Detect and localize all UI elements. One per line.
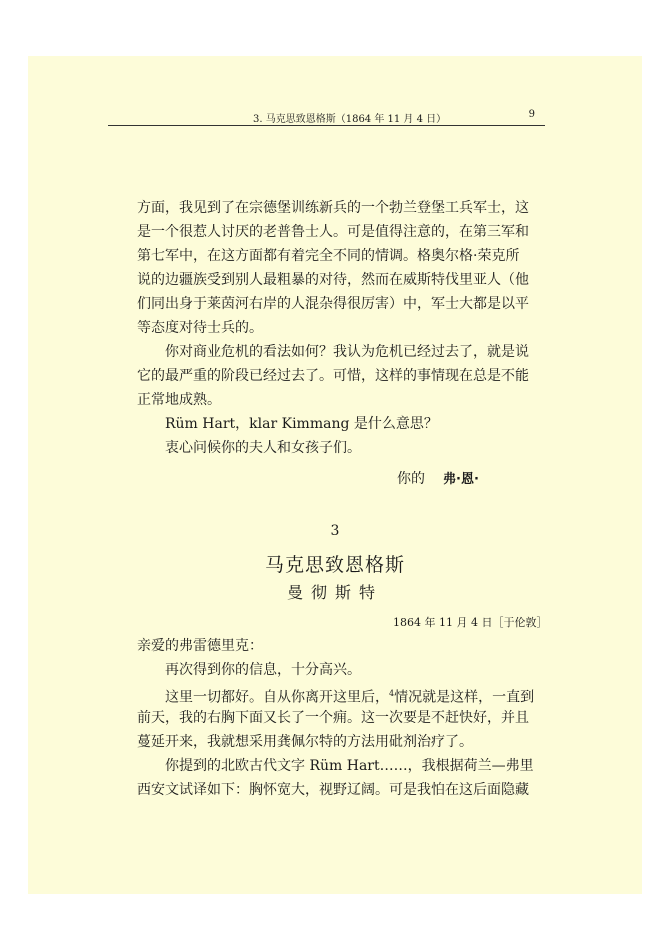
text-line bbox=[137, 682, 547, 706]
text-line: 们同出身于莱茵河右岸的人混杂得很厉害）中，军士大都是以平 bbox=[137, 296, 529, 312]
text-line: 衷心问候你的夫人和女孩子们。 bbox=[165, 440, 361, 456]
text-line: 等态度对待士兵的。 bbox=[137, 320, 263, 336]
letter-place: 曼彻斯特 bbox=[286, 583, 383, 602]
footnote-marker[interactable]: 4 bbox=[389, 689, 395, 698]
running-header bbox=[108, 105, 545, 126]
text-line: Rüm Hart，klar Kimmang 是什么意思？ bbox=[165, 416, 438, 432]
salutation: 亲爱的弗雷德里克： bbox=[137, 638, 263, 654]
letter-date: 1864 年 11 月 4 日［于伦敦］ bbox=[393, 616, 548, 629]
text-line: 它的最严重的阶段已经过去了。可惜，这样的事情现在总是不能 bbox=[137, 368, 529, 384]
text-fragment: 这里一切都好。自从你离开这里后， bbox=[165, 689, 389, 706]
signature-prefix: 你的 bbox=[397, 471, 425, 487]
previous-letter-text bbox=[137, 196, 547, 460]
text-line: 说的边疆族受到别人最粗暴的对待，然而在威斯特伐里亚人（他 bbox=[137, 272, 529, 288]
text-line: 蔓延开来，我就想采用龚佩尔特的方法用砒剂治疗了。 bbox=[137, 734, 473, 750]
text-line: 是一个很惹人讨厌的老普鲁士人。可是值得注意的，在第三军和 bbox=[137, 224, 529, 240]
letter-number: 3 bbox=[330, 523, 340, 539]
signature bbox=[397, 468, 479, 488]
text-line: 你提到的北欧古代文字 Rüm Hart……，我根据荷兰—弗里 bbox=[165, 758, 534, 774]
signature-name: 弗·恩· bbox=[443, 472, 479, 487]
text-line: 你对商业危机的看法如何？我认为危机已经过去了，就是说 bbox=[165, 344, 529, 360]
letter-body bbox=[137, 634, 547, 802]
text-line: 西安文试译如下：胸怀宽大，视野辽阔。可是我怕在这后面隐藏 bbox=[137, 782, 529, 798]
text-line: 方面，我见到了在宗德堡训练新兵的一个勃兰登堡工兵军士，这 bbox=[137, 200, 529, 216]
text-line: 正常地成熟。 bbox=[137, 392, 221, 408]
page-number: 9 bbox=[528, 109, 535, 120]
text-fragment: 情况就是这样，一直到 bbox=[394, 689, 535, 706]
running-title: 3. 马克思致恩格斯（1864 年 11 月 4 日） bbox=[253, 114, 447, 125]
text-line: 再次得到你的信息，十分高兴。 bbox=[165, 662, 361, 678]
text-line: 前天，我的右胸下面又长了一个痈。这一次要是不赶快好，并且 bbox=[137, 710, 529, 726]
letter-title: 马克思致恩格斯 bbox=[264, 554, 405, 576]
text-line: 第七军中，在这方面都有着完全不同的情调。格奥尔格·荣克所 bbox=[137, 248, 520, 264]
